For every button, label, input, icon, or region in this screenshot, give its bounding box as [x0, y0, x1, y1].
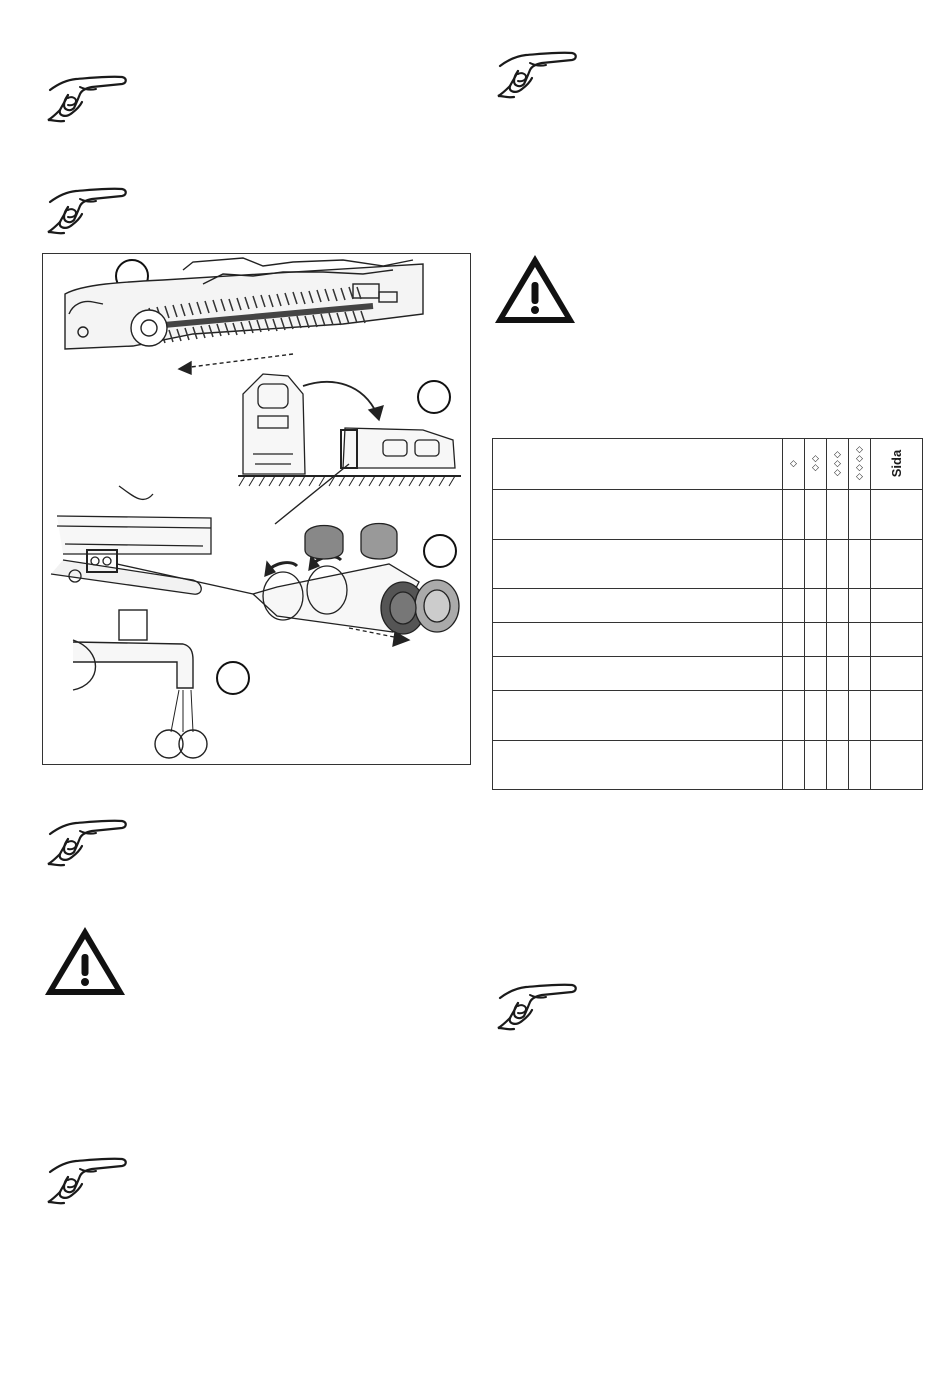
pointing-hand-icon — [496, 44, 578, 100]
table-header-row — [493, 439, 923, 490]
table-row — [493, 691, 923, 740]
table-row — [493, 740, 923, 789]
table-row — [493, 623, 923, 657]
table-row — [493, 588, 923, 622]
faucet-rinse-drawing — [73, 610, 207, 758]
table-header-interval-3: ◇ ◇ ◇ — [827, 439, 849, 490]
pointing-hand-icon — [46, 812, 128, 868]
pointing-hand-icon — [46, 1150, 128, 1206]
table-header-task — [493, 439, 783, 490]
table-header-page: Sida — [871, 439, 923, 490]
warning-triangle-icon — [42, 924, 128, 998]
warning-triangle-icon — [492, 252, 578, 326]
pointing-hand-icon — [496, 976, 578, 1032]
pointing-hand-icon — [46, 180, 128, 236]
callout-circle-4 — [217, 662, 249, 694]
callout-circle-3 — [424, 535, 456, 567]
underside-drawing — [51, 486, 459, 646]
maintenance-illustration — [42, 253, 471, 765]
table-header-interval-1: ◇ — [783, 439, 805, 490]
pointing-hand-icon — [46, 68, 128, 124]
table-header-interval-2: ◇ ◇ — [805, 439, 827, 490]
maintenance-schedule-table — [492, 438, 922, 790]
table-row — [493, 657, 923, 691]
callout-circle-2 — [418, 381, 450, 413]
table-row — [493, 539, 923, 588]
table-header-interval-4: ◇ ◇ ◇ ◇ — [849, 439, 871, 490]
table-row — [493, 490, 923, 539]
